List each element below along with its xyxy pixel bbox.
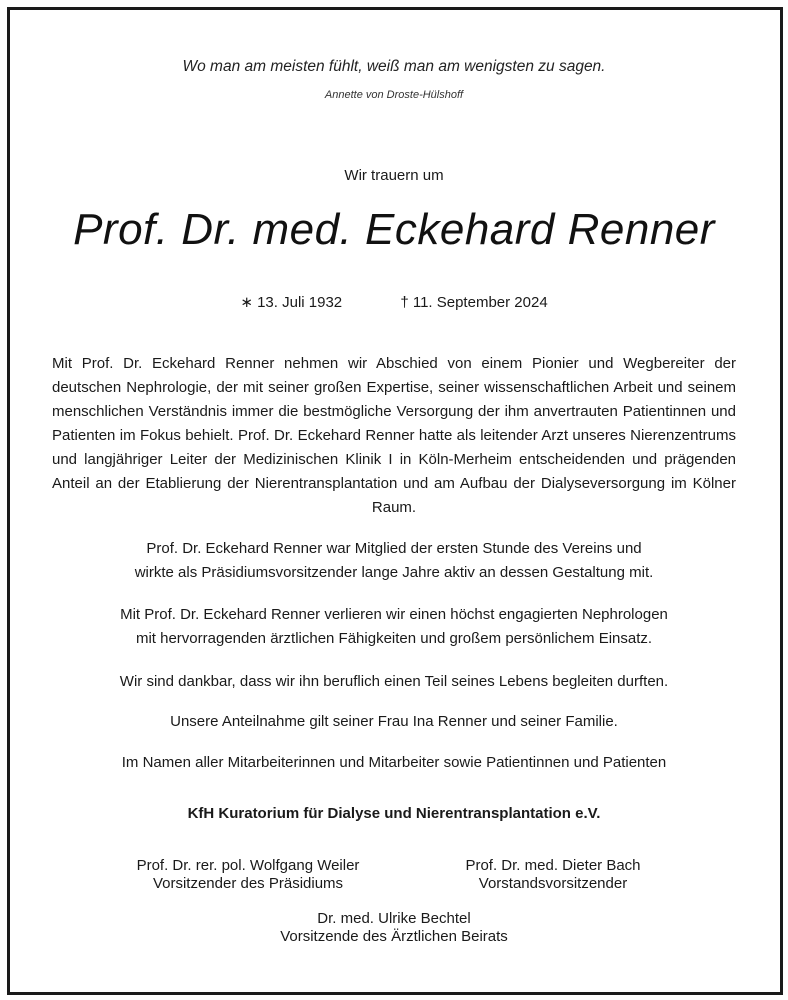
signatory-block <box>403 857 703 893</box>
signatory-block <box>98 857 398 893</box>
organization-name: KfH Kuratorium für Dialyse und Nierentransplantation e.V. <box>187 805 601 822</box>
membership-paragraph <box>52 537 736 585</box>
deceased-name: Prof. Dr. med. Eckehard Renner <box>73 205 715 254</box>
membership-line: Prof. Dr. Eckehard Renner war Mitglied der ersten Stunde des Vereins und <box>146 540 642 557</box>
sympathy-line: Unsere Anteilnahme gilt seiner Frau Ina Renner und seiner Familie. <box>170 713 618 730</box>
birth-date: ∗ 13. Juli 1932 <box>240 294 343 311</box>
signatory-name: Dr. med. Ulrike Bechtel <box>317 910 471 927</box>
loss-line: mit hervorragenden ärztlichen Fähigkeiten und großem persönlichem Einsatz. <box>135 630 653 647</box>
on-behalf-line: Im Namen aller Mitarbeiterinnen und Mitarbeiter sowie Patientinnen und Patienten <box>121 754 667 771</box>
signatory-role: Vorstandsvorsitzender <box>478 875 628 892</box>
intro-text: Wir trauern um <box>344 167 444 184</box>
signatory-role: Vorsitzende des Ärztlichen Beirats <box>280 928 508 945</box>
death-date: † 11. September 2024 <box>400 294 548 311</box>
thanks-line: Wir sind dankbar, dass wir ihn beruflich einen Teil seines Lebens begleiten durften. <box>119 673 669 690</box>
signatory-role: Vorsitzender des Präsidiums <box>152 875 344 892</box>
signatory-block <box>244 910 544 946</box>
quote-author: Annette von Droste-Hülshoff <box>324 89 464 101</box>
loss-paragraph <box>52 603 736 651</box>
life-dates <box>0 293 788 311</box>
signatory-name: Prof. Dr. med. Dieter Bach <box>465 857 641 874</box>
membership-line: wirkte als Präsidiumsvorsitzender lange Jahre aktiv an dessen Gestaltung mit. <box>134 564 654 581</box>
loss-line: Mit Prof. Dr. Eckehard Renner verlieren wir einen höchst engagierten Nephrologen <box>120 606 668 623</box>
signatory-name: Prof. Dr. rer. pol. Wolfgang Weiler <box>136 857 360 874</box>
main-paragraph: Mit Prof. Dr. Eckehard Renner nehmen wir Abschied von einem Pionier und Wegbereiter der deutschen Nephrologie, der mit seiner großen Expertise, seiner wissenschaftlichen Arbeit und seinem menschlichen Verständnis immer die bestmögliche Versorgung der ihm anvertrauten Patientinnen und Patienten im Fokus behielt. Prof. Dr. Eckehard Renner hatte als leitender Arzt unseres Nierenzentrums und langjähriger Leiter der Medizinischen Klinik I in Köln-Merheim entscheidenden und prägenden Anteil an der Etablierung der Nierentransplantation und am Aufbau der Dialyseversorgung im Kölner Raum. <box>52 355 736 516</box>
quote-text: Wo man am meisten fühlt, weiß man am wenigsten zu sagen. <box>182 58 606 75</box>
